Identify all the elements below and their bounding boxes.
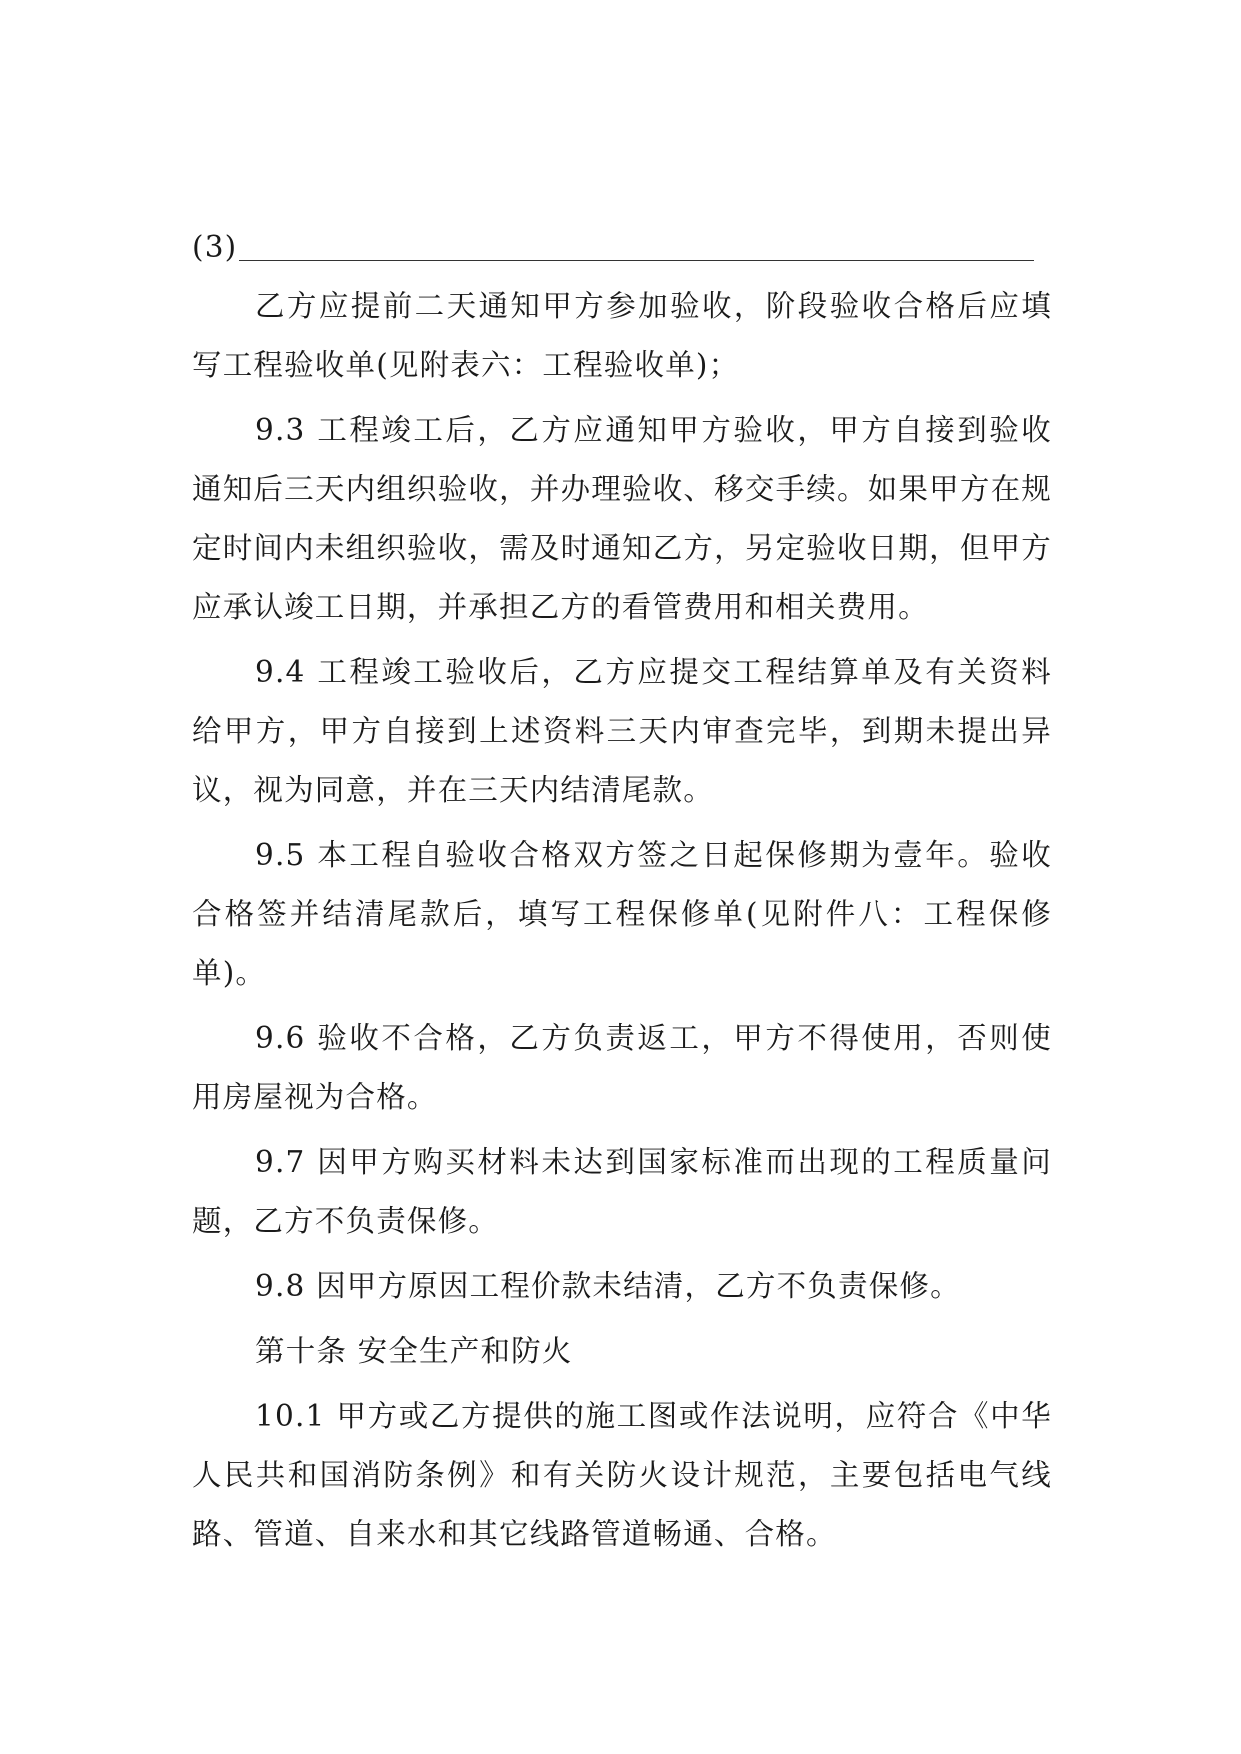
document-body (192, 218, 1052, 1570)
paragraph-9-3: 9.3 工程竣工后，乙方应通知甲方验收，甲方自接到验收通知后三天内组织验收，并办理验收、移交手续。如果甲方在规定时间内未组织验收，需及时通知乙方，另定验收日期，但甲方应承认竣工日期，并承担乙方的看管费用和相关费用。 (192, 413, 1052, 624)
item-3-blank-line (192, 218, 1052, 277)
paragraph-9-7: 9.7 因甲方购买材料未达到国家标准而出现的工程质量问题，乙方不负责保修。 (192, 1145, 1052, 1238)
paragraph-9-4: 9.4 工程竣工验收后，乙方应提交工程结算单及有关资料给甲方，甲方自接到上述资料三天内审查完毕，到期未提出异议，视为同意，并在三天内结清尾款。 (192, 655, 1052, 807)
section-heading-article-10: 第十条 安全生产和防火 (255, 1334, 573, 1368)
paragraph-9-6: 9.6 验收不合格，乙方负责返工，甲方不得使用，否则使用房屋视为合格。 (192, 1021, 1052, 1114)
paragraph-9-8: 9.8 因甲方原因工程价款未结清，乙方不负责保修。 (255, 1269, 961, 1303)
paragraph-notify-acceptance: 乙方应提前二天通知甲方参加验收，阶段验收合格后应填写工程验收单(见附表六：工程验收单)； (192, 289, 1052, 382)
fill-in-blank-underline (239, 260, 1034, 261)
paragraph-9-5: 9.5 本工程自验收合格双方签之日起保修期为壹年。验收合格签并结清尾款后，填写工程保修单(见附件八：工程保修单)。 (192, 838, 1052, 990)
paragraph-10-1: 10.1 甲方或乙方提供的施工图或作法说明，应符合《中华人民共和国消防条例》和有关防火设计规范，主要包括电气线路、管道、自来水和其它线路管道畅通、合格。 (192, 1399, 1052, 1551)
item-3-label: (3) (192, 230, 238, 264)
